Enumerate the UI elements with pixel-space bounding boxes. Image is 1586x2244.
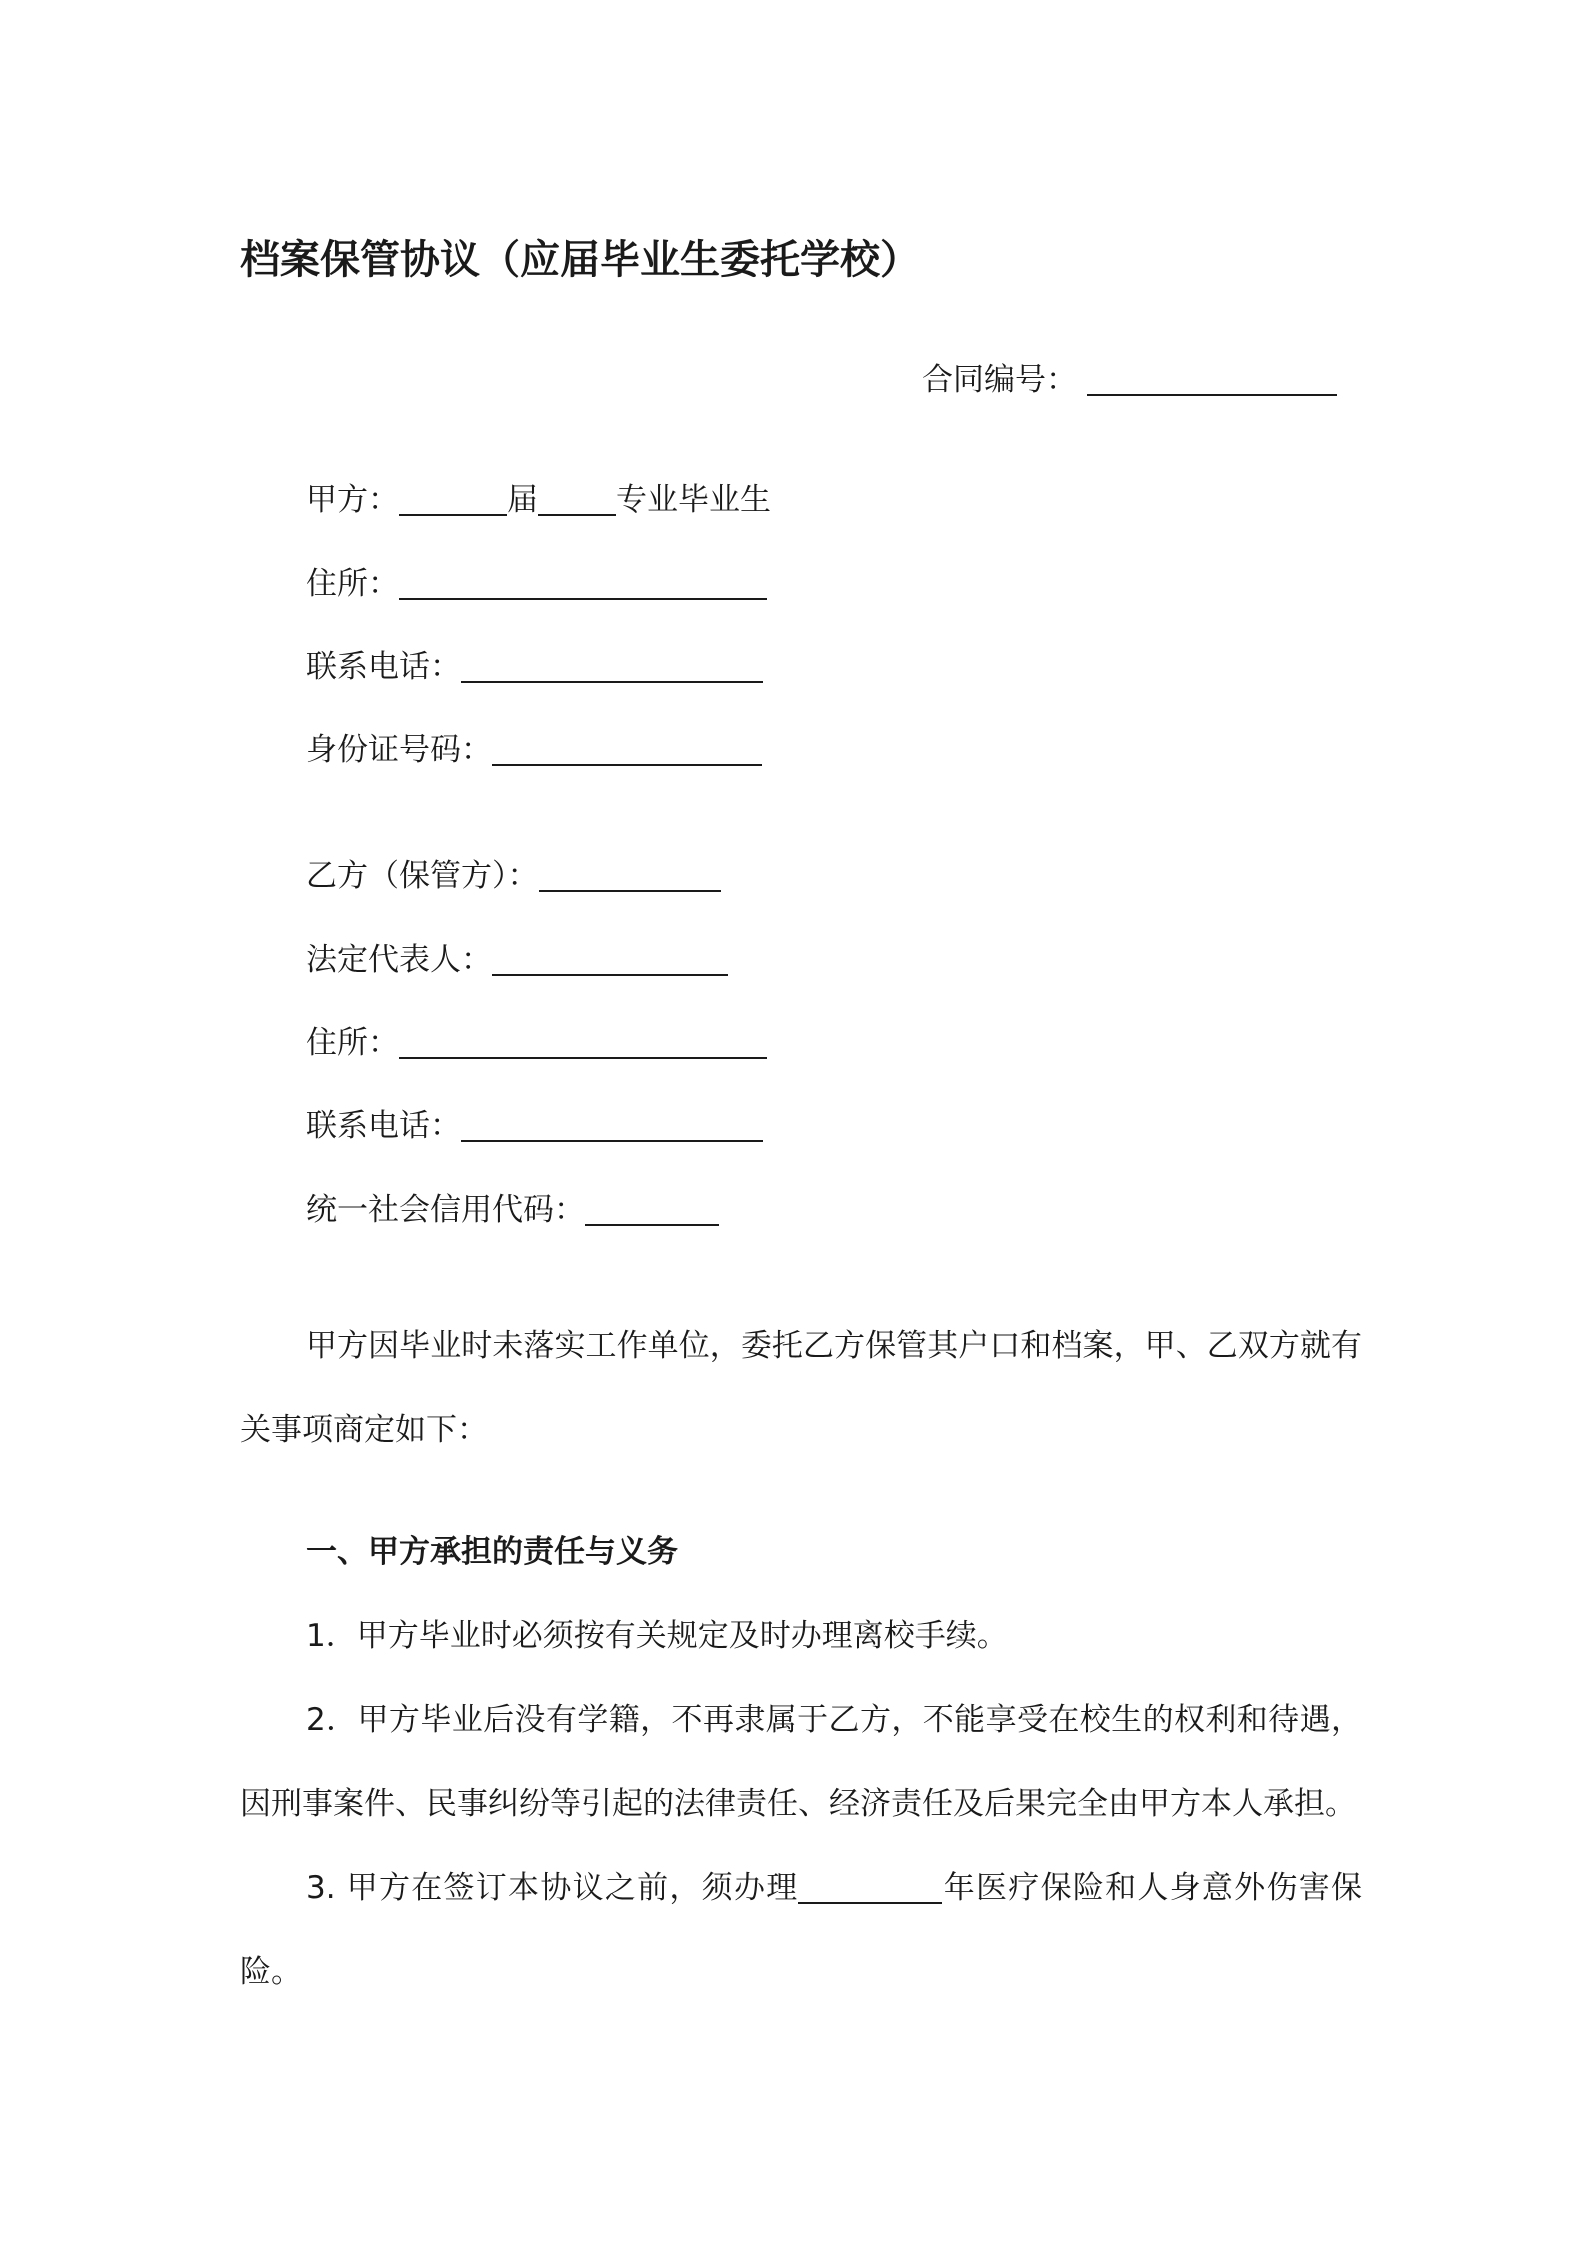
party-a-label: 甲方： bbox=[306, 482, 399, 518]
party-b-phone-label: 联系电话： bbox=[306, 1108, 461, 1144]
party-a-row bbox=[306, 478, 771, 522]
section-1-heading: 一、甲方承担的责任与义务 bbox=[306, 1534, 678, 1570]
item-3-prefix: 3. 甲方在签订本协议之前，须办理 bbox=[306, 1870, 799, 1906]
party-b-label: 乙方（保管方）： bbox=[306, 858, 539, 894]
item-3-suffix: 年医疗保险和人身意外伤害保险。 bbox=[240, 1870, 1362, 1990]
party-b-address-label: 住所： bbox=[306, 1025, 399, 1061]
major-suffix: 专业毕业生 bbox=[616, 482, 771, 518]
party-b-credit-code-label: 统一社会信用代码： bbox=[306, 1192, 585, 1228]
party-a-address-label: 住所： bbox=[306, 566, 399, 602]
party-b-name-field[interactable] bbox=[539, 856, 721, 892]
party-b-row bbox=[306, 854, 721, 898]
contract-number-label: 合同编号： bbox=[922, 362, 1077, 398]
party-a-phone-label: 联系电话： bbox=[306, 649, 461, 685]
document-title: 档案保管协议（应届毕业生委托学校） bbox=[240, 237, 920, 283]
party-a-id-field[interactable] bbox=[492, 730, 762, 766]
party-b-legal-rep-row bbox=[306, 938, 728, 982]
party-a-address-row bbox=[306, 562, 767, 606]
session-suffix: 届 bbox=[507, 482, 538, 518]
party-a-id-label: 身份证号码： bbox=[306, 732, 492, 768]
party-b-address-field[interactable] bbox=[399, 1023, 767, 1059]
party-b-address-row bbox=[306, 1021, 767, 1065]
party-a-id-row bbox=[306, 728, 762, 772]
contract-number-row bbox=[922, 358, 1337, 402]
party-a-phone-field[interactable] bbox=[461, 647, 763, 683]
major-field[interactable] bbox=[538, 480, 616, 516]
section-1-item-2: 2．甲方毕业后没有学籍，不再隶属于乙方，不能享受在校生的权利和待遇，因刑事案件、民事纠纷等引起的法律责任、经济责任及后果完全由甲方本人承担。 bbox=[240, 1702, 1362, 1822]
intro-paragraph: 甲方因毕业时未落实工作单位，委托乙方保管其户口和档案，甲、乙双方就有关事项商定如下： bbox=[240, 1328, 1362, 1448]
party-b-legal-rep-label: 法定代表人： bbox=[306, 942, 492, 978]
party-a-phone-row bbox=[306, 645, 763, 689]
graduation-year-field[interactable] bbox=[399, 480, 507, 516]
section-1-item-1: 1．甲方毕业时必须按有关规定及时办理离校手续。 bbox=[306, 1618, 1008, 1654]
party-b-credit-code-field[interactable] bbox=[585, 1190, 719, 1226]
party-b-phone-field[interactable] bbox=[461, 1106, 763, 1142]
contract-number-field[interactable] bbox=[1087, 360, 1337, 396]
party-b-phone-row bbox=[306, 1104, 763, 1148]
party-b-legal-rep-field[interactable] bbox=[492, 940, 728, 976]
party-a-address-field[interactable] bbox=[399, 564, 767, 600]
section-1-item-3 bbox=[240, 1846, 1362, 2014]
insurance-years-field[interactable] bbox=[798, 1868, 942, 1904]
party-b-credit-code-row bbox=[306, 1188, 719, 1232]
